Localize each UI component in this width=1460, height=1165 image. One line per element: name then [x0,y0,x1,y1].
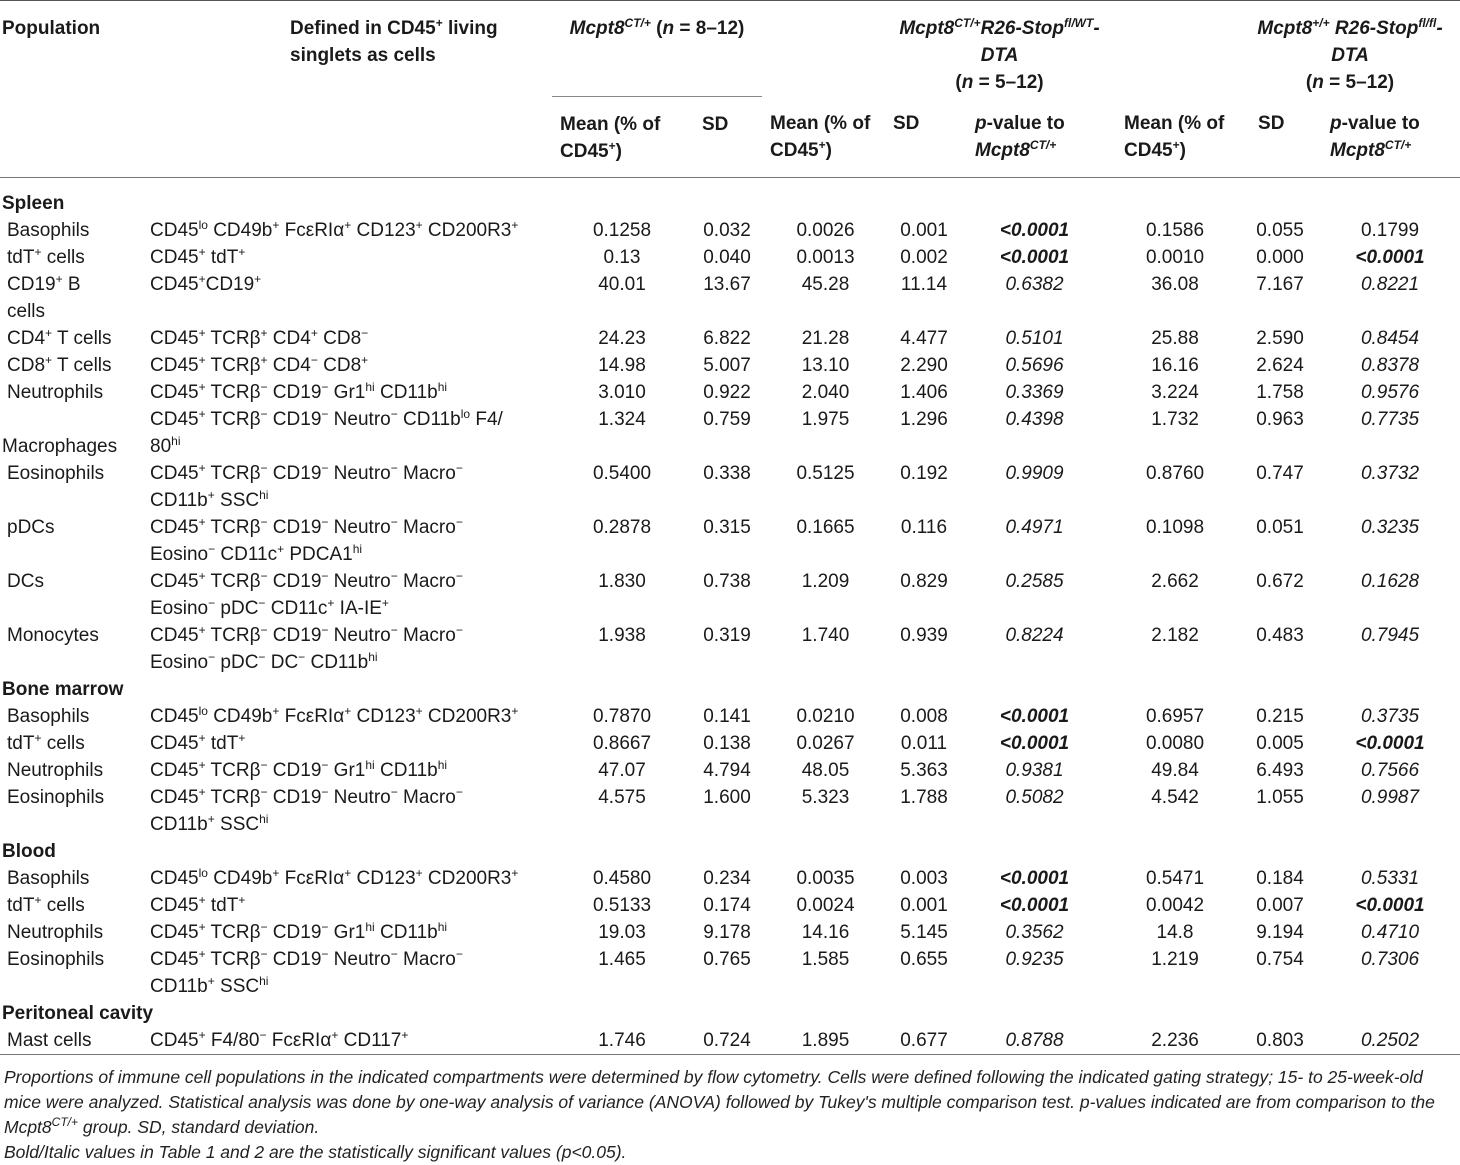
section-header-row [0,838,1460,865]
sd-3-cell: 0.747 [1256,462,1304,484]
mean-1-cell: 0.8667 [592,732,652,754]
mean-1-cell: 0.7870 [592,705,652,727]
mean-3-cell: 1.732 [1151,408,1199,430]
header-mean-1: Mean (% of CD45+) [552,96,692,177]
pvalue-3-cell: 0.9576 [1360,381,1420,403]
pvalue-3-cell: <0.0001 [1355,246,1425,268]
section-header-row [0,1000,1460,1027]
mean-1-cell: 4.575 [598,786,646,808]
mean-3-cell: 4.542 [1151,786,1199,808]
mean-2-cell: 0.0026 [796,219,855,241]
header-row-groups [0,1,1460,97]
sd-2-cell: 5.363 [900,759,948,781]
sd-2-cell: 1.296 [900,408,948,430]
table-row [0,784,1460,838]
pvalue-3-cell: 0.3235 [1360,516,1420,538]
sd-1-cell: 0.174 [703,894,751,916]
mean-1-cell: 0.5133 [592,894,652,916]
pvalue-2-cell: 0.9381 [1005,759,1064,781]
table-row [0,622,1460,676]
table-row [0,271,1460,325]
mean-1-cell: 1.324 [598,408,646,430]
mean-3-cell: 0.6957 [1145,705,1205,727]
definition-cell: $CD45^{lo}$ CD49b+ FcεRIα+ CD123+ CD200R3+ [150,217,519,241]
table-body [0,177,1460,1054]
mean-2-cell: 45.28 [801,273,850,295]
population-cell: Mast cells [7,1029,92,1051]
sd-1-cell: 0.315 [703,516,751,538]
header-sd-1: SD [692,96,762,177]
sd-3-cell: 0.963 [1256,408,1304,430]
table-row [0,514,1460,568]
sd-1-cell: 5.007 [703,354,751,376]
mean-3-cell: 36.08 [1151,273,1199,295]
pvalue-2-cell: 0.6382 [1005,273,1064,295]
mean-3-cell: 2.236 [1151,1029,1199,1051]
sd-1-cell: 0.765 [703,948,751,970]
population-cell: Basophils [7,867,90,889]
mean-3-cell: 0.0042 [1145,894,1205,916]
table-row [0,730,1460,757]
mean-2-cell: 2.040 [801,381,850,403]
sd-2-cell: 0.001 [900,894,948,916]
mean-1-cell: 0.4580 [592,867,652,889]
population-cell: CD4+ T cells [7,325,112,349]
population-cell: pDCs [7,516,55,538]
sd-2-cell: 0.003 [900,867,948,889]
definition-cell: CD45+ TCRβ− CD19− Neutro− Macro− Eosino− pDC− CD11c+ IA-IE+ [150,568,463,619]
sd-2-cell: 0.829 [900,570,948,592]
mean-3-cell: 0.0010 [1145,246,1205,268]
section-title: Blood [2,840,56,862]
sd-1-cell: 0.759 [703,408,751,430]
header-group-3: Mcpt8+/+ R26-Stop$^{fl/fl}$-DTA (n = 5–12) [1257,16,1443,93]
mean-3-cell: 16.16 [1151,354,1199,376]
population-cell: Neutrophils [7,381,104,403]
pvalue-3-cell: 0.1799 [1360,219,1420,241]
pvalue-3-cell: 0.4710 [1360,921,1420,943]
sd-2-cell: 0.008 [900,705,948,727]
definition-cell: CD45+ tdT+ [150,892,246,916]
pvalue-3-cell: <0.0001 [1355,732,1425,754]
pvalue-2-cell: 0.9909 [1005,462,1064,484]
pvalue-2-cell: 0.3562 [1005,921,1064,943]
mean-3-cell: 1.219 [1151,948,1199,970]
mean-2-cell: 1.585 [801,948,850,970]
table-row-continuation [0,433,1460,460]
definition-cell: CD45+ TCRβ− CD19− Neutro− Macro− Eosino− CD11c+ $PDCA1^{hi}$ [150,514,463,565]
pvalue-3-cell: 0.7306 [1360,948,1420,970]
definition-cell: CD45+ TCRβ− CD19− Neutro− Macro− CD11b+ $SSC^{hi}$ [150,946,463,997]
sd-3-cell: 0.483 [1256,624,1304,646]
sd-1-cell: 0.922 [703,381,751,403]
table-row [0,946,1460,1000]
table-footnotes [0,1055,1460,1165]
table-row [0,217,1460,244]
definition-cell: CD45+ F4/80− FcεRIα+ CD117+ [150,1027,409,1051]
population-cell: Neutrophils [7,759,104,781]
header-group-2: $Mcpt8^{CT/+}R26-Stop^{fl/WT}$-DTA (n = 5–12) [899,16,1100,93]
population-cell: Monocytes [7,624,99,646]
mean-3-cell: 0.8760 [1145,462,1205,484]
sd-1-cell: 9.178 [703,921,751,943]
definition-cell: $CD45^{lo}$ CD49b+ FcεRIα+ CD123+ CD200R3+ [150,865,519,889]
table-row [0,757,1460,784]
mean-1-cell: 0.2878 [592,516,652,538]
sd-3-cell: 0.051 [1256,516,1304,538]
pvalue-3-cell: 0.8378 [1360,354,1420,376]
sd-3-cell: 6.493 [1256,759,1304,781]
pvalue-3-cell: 0.3732 [1360,462,1420,484]
pvalue-2-cell: 0.8224 [1005,624,1064,646]
pvalue-3-cell: 0.7945 [1360,624,1420,646]
pvalue-2-cell: 0.2585 [1005,570,1064,592]
pvalue-3-cell: 0.1628 [1360,570,1420,592]
footnote-1: Proportions of immune cell populations in the indicated compartments were determined by flow cytometry. Cells were defined following the indicated gating strategy; 15- to 25-week-old mice were analyzed. Statistical analysis was done by one-way analysis of variance (ANOVA) followed by Tukey's multiple comparison test. p-values indicated are from comparison to the $Mcpt8^{CT/+}$ group. SD, standard deviation. [4,1066,1435,1137]
definition-cell: CD45+ TCRβ+ CD4− CD8+ [150,352,369,376]
sd-3-cell: 1.055 [1256,786,1304,808]
sd-2-cell: 1.406 [900,381,948,403]
mean-3-cell: 2.182 [1151,624,1199,646]
pvalue-2-cell: <0.0001 [999,246,1070,268]
table-row [0,460,1460,514]
table-row [0,352,1460,379]
definition-cell: CD45+ TCRβ− CD19− $Gr1^{hi}$ $CD11b^{hi}$ [150,379,448,403]
definition-cell: CD45+ TCRβ− CD19− $Gr1^{hi}$ $CD11b^{hi}$ [150,757,448,781]
mean-1-cell: 0.13 [603,246,641,268]
pvalue-2-cell: 0.3369 [1005,381,1064,403]
section-header-row [0,676,1460,703]
pvalue-2-cell: 0.4398 [1005,408,1064,430]
pvalue-2-cell: <0.0001 [999,705,1070,727]
mean-1-cell: 14.98 [598,354,646,376]
table-row [0,865,1460,892]
mean-1-cell: 3.010 [598,381,646,403]
sd-1-cell: 0.738 [703,570,751,592]
sd-2-cell: 0.001 [900,219,948,241]
definition-cell: CD45+ TCRβ− CD19− Neutro− Macro− Eosino− pDC− DC− $CD11b^{hi}$ [150,622,463,673]
population-cell: Basophils [7,219,90,241]
mean-2-cell: 0.0035 [796,867,855,889]
population-cell: Eosinophils [7,786,105,808]
header-sd-2: SD [893,113,920,134]
mean-2-cell: 0.0024 [796,894,855,916]
sd-2-cell: 0.655 [900,948,948,970]
mean-3-cell: 3.224 [1151,381,1199,403]
mean-3-cell: 0.1586 [1145,219,1205,241]
population-cell: tdT+ cells [7,730,85,754]
pvalue-3-cell: 0.7735 [1360,408,1420,430]
pvalue-3-cell: 0.8221 [1360,273,1420,295]
sd-3-cell: 1.758 [1256,381,1304,403]
header-sd-3: SD [1258,113,1285,134]
mean-2-cell: 0.0013 [796,246,855,268]
pvalue-2-cell: <0.0001 [999,219,1070,241]
mean-2-cell: 48.05 [801,759,850,781]
pvalue-2-cell: <0.0001 [999,732,1070,754]
table-row [0,244,1460,271]
sd-1-cell: 0.141 [703,705,751,727]
sd-3-cell: 2.624 [1256,354,1304,376]
definition-cell: CD45+ TCRβ− CD19− Neutro− $CD11b^{lo}$ F4/ [150,406,503,430]
section-header-row [0,177,1460,217]
population-cell: Macrophages [2,435,118,457]
header-p-2: p-value to $Mcpt8^{CT/+}$ [975,113,1065,161]
sd-2-cell: 0.192 [900,462,948,484]
mean-3-cell: 0.0080 [1145,732,1205,754]
mean-1-cell: 1.746 [598,1029,646,1051]
sd-1-cell: 0.032 [703,219,751,241]
mean-1-cell: 24.23 [598,327,646,349]
header-mean-2: Mean (% of CD45+) [770,113,871,161]
mean-1-cell: 0.1258 [592,219,652,241]
table-row [0,568,1460,622]
mean-3-cell: 0.1098 [1145,516,1205,538]
definition-cell: CD45+ TCRβ− CD19− $Gr1^{hi}$ $CD11b^{hi}$ [150,919,448,943]
mean-2-cell: 1.975 [801,408,850,430]
sd-2-cell: 5.145 [900,921,948,943]
sd-2-cell: 0.002 [900,246,948,268]
sd-1-cell: 0.338 [703,462,751,484]
sd-2-cell: 4.477 [900,327,948,349]
sd-3-cell: 0.055 [1256,219,1304,241]
pvalue-2-cell: <0.0001 [999,867,1070,889]
mean-2-cell: 21.28 [801,327,850,349]
population-cell: CD19+ B cells [7,271,81,322]
pvalue-3-cell: <0.0001 [1355,894,1425,916]
section-title: Peritoneal cavity [2,1002,154,1024]
pvalue-2-cell: 0.5101 [1005,327,1064,349]
mean-2-cell: 0.5125 [796,462,855,484]
definition-cell: CD45+ tdT+ [150,730,246,754]
definition-cell: $CD45^{lo}$ CD49b+ FcεRIα+ CD123+ CD200R3+ [150,703,519,727]
sd-3-cell: 0.007 [1256,894,1304,916]
population-cell [0,406,140,433]
sd-1-cell: 0.724 [703,1029,751,1051]
table-row [0,919,1460,946]
header-definition: Defined in CD45+ living singlets as cells [290,16,498,66]
pvalue-2-cell: 0.4971 [1005,516,1064,538]
population-cell: Eosinophils [7,462,105,484]
mean-2-cell: 1.895 [801,1029,850,1051]
sd-3-cell: 0.000 [1256,246,1304,268]
mean-3-cell: 2.662 [1151,570,1199,592]
definition-cell-cont: $80^{hi}$ [150,433,181,457]
pvalue-3-cell: 0.8454 [1360,327,1420,349]
pvalue-2-cell: 0.9235 [1005,948,1064,970]
footnote-2: Bold/Italic values in Table 1 and 2 are the statistically significant values (p<0.05). [4,1141,627,1162]
pvalue-3-cell: 0.9987 [1360,786,1420,808]
population-cell: tdT+ cells [7,244,85,268]
sd-1-cell: 0.040 [703,246,751,268]
sd-1-cell: 0.319 [703,624,751,646]
table-row [0,1027,1460,1055]
sd-3-cell: 2.590 [1256,327,1304,349]
population-cell: Neutrophils [7,921,104,943]
pvalue-2-cell: 0.5082 [1005,786,1064,808]
sd-2-cell: 1.788 [900,786,948,808]
mean-1-cell: 47.07 [598,759,646,781]
population-cell: tdT+ cells [7,892,85,916]
mean-1-cell: 40.01 [598,273,646,295]
sd-3-cell: 0.754 [1256,948,1304,970]
sd-2-cell: 0.011 [900,732,948,754]
mean-2-cell: 13.10 [801,354,850,376]
sd-2-cell: 0.116 [900,516,948,538]
definition-cell: CD45+ tdT+ [150,244,246,268]
mean-1-cell: 0.5400 [592,462,652,484]
header-group-1: $Mcpt8^{CT/+}$ (n = 8–12) [569,16,745,39]
pvalue-2-cell: 0.5696 [1005,354,1064,376]
header-mean-3: Mean (% of CD45+) [1124,113,1225,161]
sd-2-cell: 11.14 [900,273,948,295]
pvalue-3-cell: 0.7566 [1360,759,1420,781]
definition-cell: CD45+ TCRβ− CD19− Neutro− Macro− CD11b+ $SSC^{hi}$ [150,784,463,835]
mean-2-cell: 0.0210 [796,705,855,727]
mean-2-cell: 1.209 [801,570,850,592]
pvalue-2-cell: 0.8788 [1005,1029,1064,1051]
sd-2-cell: 2.290 [900,354,948,376]
sd-1-cell: 0.138 [703,732,751,754]
sd-3-cell: 0.184 [1256,867,1304,889]
pvalue-2-cell: <0.0001 [999,894,1070,916]
sd-3-cell: 0.005 [1256,732,1304,754]
mean-2-cell: 14.16 [801,921,850,943]
pvalue-3-cell: 0.5331 [1360,867,1420,889]
sd-1-cell: 1.600 [703,786,751,808]
population-cell: Basophils [7,705,90,727]
sd-1-cell: 13.67 [703,273,751,295]
mean-3-cell: 25.88 [1151,327,1199,349]
mean-2-cell: 1.740 [801,624,850,646]
pvalue-3-cell: 0.3735 [1360,705,1420,727]
mean-3-cell: 49.84 [1151,759,1199,781]
mean-2-cell: 5.323 [801,786,850,808]
mean-1-cell: 1.465 [598,948,646,970]
sd-3-cell: 0.803 [1256,1029,1304,1051]
section-title: Spleen [2,192,65,214]
definition-cell: CD45+ TCRβ+ CD4+ CD8− [150,325,369,349]
population-cell: Eosinophils [7,948,105,970]
table-row [0,325,1460,352]
table-row [0,406,1460,433]
mean-1-cell: 19.03 [598,921,646,943]
definition-cell: CD45+CD19+ [150,271,262,295]
sd-3-cell: 7.167 [1256,273,1304,295]
mean-3-cell: 0.5471 [1145,867,1205,889]
mean-2-cell: 0.1665 [796,516,855,538]
sd-2-cell: 0.939 [900,624,948,646]
pvalue-3-cell: 0.2502 [1360,1029,1420,1051]
sd-3-cell: 0.215 [1256,705,1304,727]
mean-3-cell: 14.8 [1156,921,1194,943]
mean-1-cell: 1.938 [598,624,646,646]
sd-1-cell: 4.794 [703,759,751,781]
mean-1-cell: 1.830 [598,570,646,592]
sd-2-cell: 0.677 [900,1029,948,1051]
mean-2-cell: 0.0267 [796,732,855,754]
population-cell: DCs [7,570,44,592]
header-p-3: p-value to $Mcpt8^{CT/+}$ [1330,113,1420,161]
section-title: Bone marrow [2,678,124,700]
sd-1-cell: 6.822 [703,327,751,349]
sd-3-cell: 9.194 [1256,921,1304,943]
definition-cell: CD45+ TCRβ− CD19− Neutro− Macro− CD11b+ $SSC^{hi}$ [150,460,463,511]
population-cell: CD8+ T cells [7,352,112,376]
header-row-columns [0,96,1460,177]
table-row [0,379,1460,406]
table-row [0,892,1460,919]
sd-3-cell: 0.672 [1256,570,1304,592]
sd-1-cell: 0.234 [703,867,751,889]
table-row [0,703,1460,730]
header-population: Population [2,18,101,39]
